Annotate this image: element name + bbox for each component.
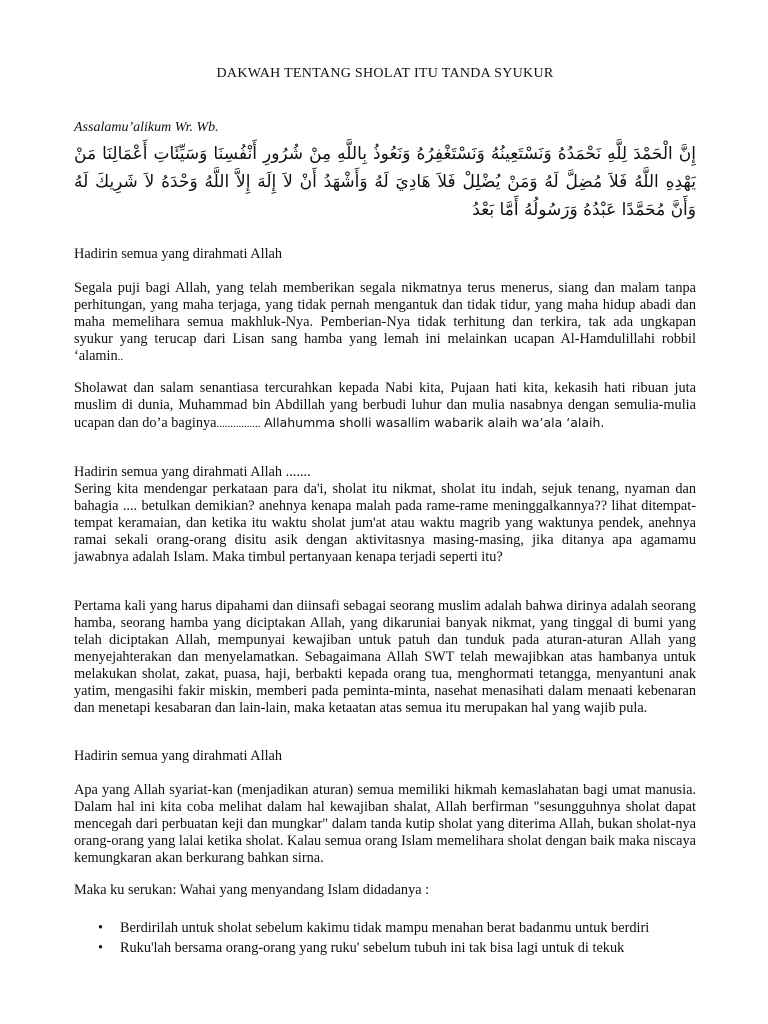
paragraph-5 <box>74 782 696 867</box>
paragraph-1-tail: .. <box>117 351 124 363</box>
greeting: Assalamu’alikum Wr. Wb. <box>74 120 219 135</box>
heading-2: Hadirin semua yang dirahmati Allah ....... <box>74 464 311 480</box>
bullet-item <box>98 918 698 938</box>
bullet-item <box>98 938 698 958</box>
paragraph-4-text: Pertama kali yang harus dipahami dan diinsafi sebagai seorang muslim adalah bahwa dirinya adalah seorang hamba, seorang hamba yang diciptakan Allah, yang dikaruniai banyak nikmat, yang tinggal di bumi yang telah diciptakan Allah, mempunyai kewajiban untuk patuh dan tunduk pada aturan-aturan Allah yang menyejahterakan dan menyelamatkan. Sebagaimana Allah SWT telah mewajibkan atas hambanya untuk melakukan sholat, zakat, puasa, haji, berbakti kepada orang tua, menghormati tetangga, menyantuni anak yatim, mengasihi fakir miskin, memberi pada peminta-minta, nasehat menasihati dalam menaati kebenaran dan menetapi kesabaran dan lain-lain, maka ketaatan atas semua itu merupakan hal yang wajib pula. <box>74 598 696 716</box>
bullet-icon: • <box>98 920 104 936</box>
paragraph-3 <box>74 464 696 566</box>
heading-3 <box>74 748 696 765</box>
bullet-text: Berdirilah untuk sholat sebelum kakimu tidak mampu menahan berat badanmu untuk berdiri <box>120 920 650 936</box>
paragraph-3-text: Sering kita mendengar perkataan para da'i, sholat itu nikmat, sholat itu indah, sejuk tenang, nyaman dan bahagia .... betulkan demikian? anehnya kenapa malah pada rame-rame meninggalkannya?? lihat ditempat-tempat keramaian, dan ketika itu waktu sholat jum'at atau waktu magrib yang waktunya pendek, anehnya ramai sekali orang-orang disitu asik dengan aktivitasnya masing-masing, jika ditanya apa agamamu jawabnya adalah Islam. Maka timbul pertanyaan kenapa terjadi seperti itu? <box>74 481 696 565</box>
arabic-opening: إِنَّ الْحَمْدَ لِلَّهِ نَحْمَدُهُ وَنَسْتَعِينُهُ وَنَسْتَغْفِرُهُ وَنَعُوذُ بِاللَّهِ مِنْ شُرُورِ أَنْفُسِنَا وَسَيِّئَاتِ أَعْمَالِنَا مَنْ يَهْدِهِ اللَّهُ فَلاَ مُضِلَّ لَهُ وَمَنْ يُضْلِلْ فَلاَ هَادِيَ لَهُ وَأَشْهَدُ أَنْ لاَ إِلَهَ إِلاَّ اللَّهُ وَحْدَهُ لاَ شَرِيكَ لَهُ وَأَنَّ مُحَمَّدًا عَبْدُهُ وَرَسُولُهُ أَمَّا بَعْدُ <box>74 144 696 220</box>
bullet-icon: • <box>98 940 104 956</box>
heading-3-text: Hadirin semua yang dirahmati Allah <box>74 748 283 764</box>
paragraph-4 <box>74 598 696 717</box>
paragraph-2-tail: Allahumma sholli wasallim wabarik alaih wa’ala ‘alaih. <box>264 415 605 430</box>
bullet-text: Ruku'lah bersama orang-orang yang ruku' sebelum tubuh ini tak bisa lagi untuk di tekuk <box>120 940 625 956</box>
paragraph-1 <box>74 280 696 366</box>
paragraph-6-text: Maka ku serukan: Wahai yang menyandang Islam didadanya : <box>74 882 430 898</box>
paragraph-5-text: Apa yang Allah syariat-kan (menjadikan aturan) semua memiliki hikmah kemaslahatan bagi umat manusia. Dalam hal ini kita coba melihat dalam hal kewajiban shalat, Allah berfirman "sesungguhnya sholat dapat mencegah dari perbuatan keji dan mungkar" dalam tanda kutip sholat yang diterima Allah, bukan sholat-nya orang-orang yang lalai ketika sholat. Kalau semua orang Islam memelihara sholat dengan baik maka niscaya kemungkaran akan berkurang bahkan sirna. <box>74 782 696 866</box>
paragraph-6 <box>74 882 696 899</box>
heading-1-text: Hadirin semua yang dirahmati Allah <box>74 246 283 262</box>
heading-1 <box>74 246 696 263</box>
bullet-list <box>98 918 698 958</box>
paragraph-1-text: Segala puji bagi Allah, yang telah memberikan segala nikmatnya terus menerus, siang dan malam tanpa perhitungan, yang maha terjaga, yang tidak pernah mengantuk dan tidak tidur, yang maha hidup abadi dan maha memelihara semua makhluk-Nya. Pemberian-Nya tidak terhitung dan terkira, tak ada ungkapan syukur yang terucap dari Lisan sang hamba yang lemah ini melainkan ucapan Al-Hamdulillahi robbil ‘alamin <box>74 280 696 364</box>
paragraph-2 <box>74 380 696 433</box>
document-title: DAKWAH TENTANG SHOLAT ITU TANDA SYUKUR <box>216 66 554 81</box>
paragraph-2-dots: ................ <box>216 418 261 430</box>
paragraph-2-text: Sholawat dan salam senantiasa tercurahkan kepada Nabi kita, Pujaan hati kita, kekasih hati ribuan juta muslim di dunia, Muhammad bin Abdillah yang berbudi luhur dan mulia nasabnya dengan semulia-mulia ucapan dan do’a baginya <box>74 380 696 431</box>
